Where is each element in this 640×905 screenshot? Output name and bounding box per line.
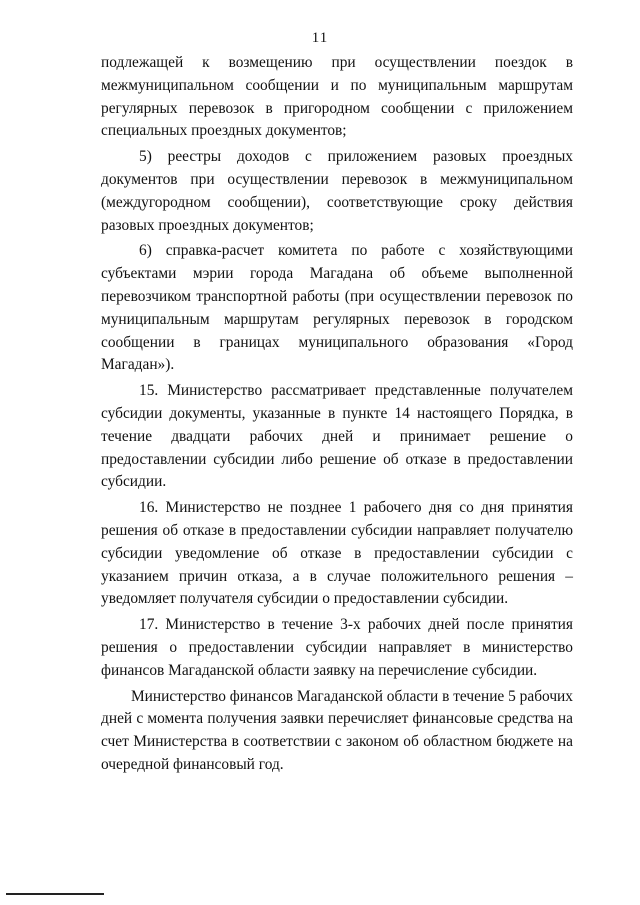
paragraph-item-6: 6) справка-расчет комитета по работе с хозяйствующими субъектами мэрии города Магадана об объеме выполненной перевозчиком транспортной работы (при осуществлении перевозок по муниципальным маршрутам регулярных перевозок в городском сообщении в границах муниципального образования «Город Магадан»). <box>101 242 573 374</box>
paragraph-clause-15: 15. Министерство рассматривает представленные получателем субсидии документы, указанные в пункте 14 настоящего Порядка, в течение двадцати рабочих дней и принимает решение о предоставлении субсидии либо решение об отказе в предоставлении субсидии. <box>101 382 573 491</box>
page-number: 11 <box>311 30 329 46</box>
paragraph-continuation: подлежащей к возмещению при осуществлении поездок в межмуниципальном сообщении и по муниципальным маршрутам регулярных перевозок в пригородном сообщении с приложением специальных проездных документов; <box>101 54 573 140</box>
paragraph-ministry-finance: Министерство финансов Магаданской области в течение 5 рабочих дней с момента получения заявки перечисляет финансовые средства на счет Министерства в соответствии с законом об областном бюджете на очередной финансовый год. <box>101 687 573 773</box>
paragraph-clause-17: 17. Министерство в течение 3-х рабочих дней после принятия решения о предоставлении субсидии направляет в министерство финансов Магаданской области заявку на перечисление субсидии. <box>101 616 573 679</box>
paragraph-clause-16: 16. Министерство не позднее 1 рабочего дня со дня принятия решения об отказе в предоставлении субсидии направляет получателю субсидии уведомление об отказе в предоставлении субсидии с указанием причин отказа, а в случае положительного решения – уведомляет получателя субсидии о предоставлении субсидии. <box>101 499 573 608</box>
footnote-divider <box>6 893 104 895</box>
paragraph-item-5: 5) реестры доходов с приложением разовых проездных документов при осуществлении перевозок в межмуниципальном (междугородном сообщении), соответствующие сроку действия разовых проездных документов; <box>101 148 573 234</box>
document-body <box>101 52 573 780</box>
